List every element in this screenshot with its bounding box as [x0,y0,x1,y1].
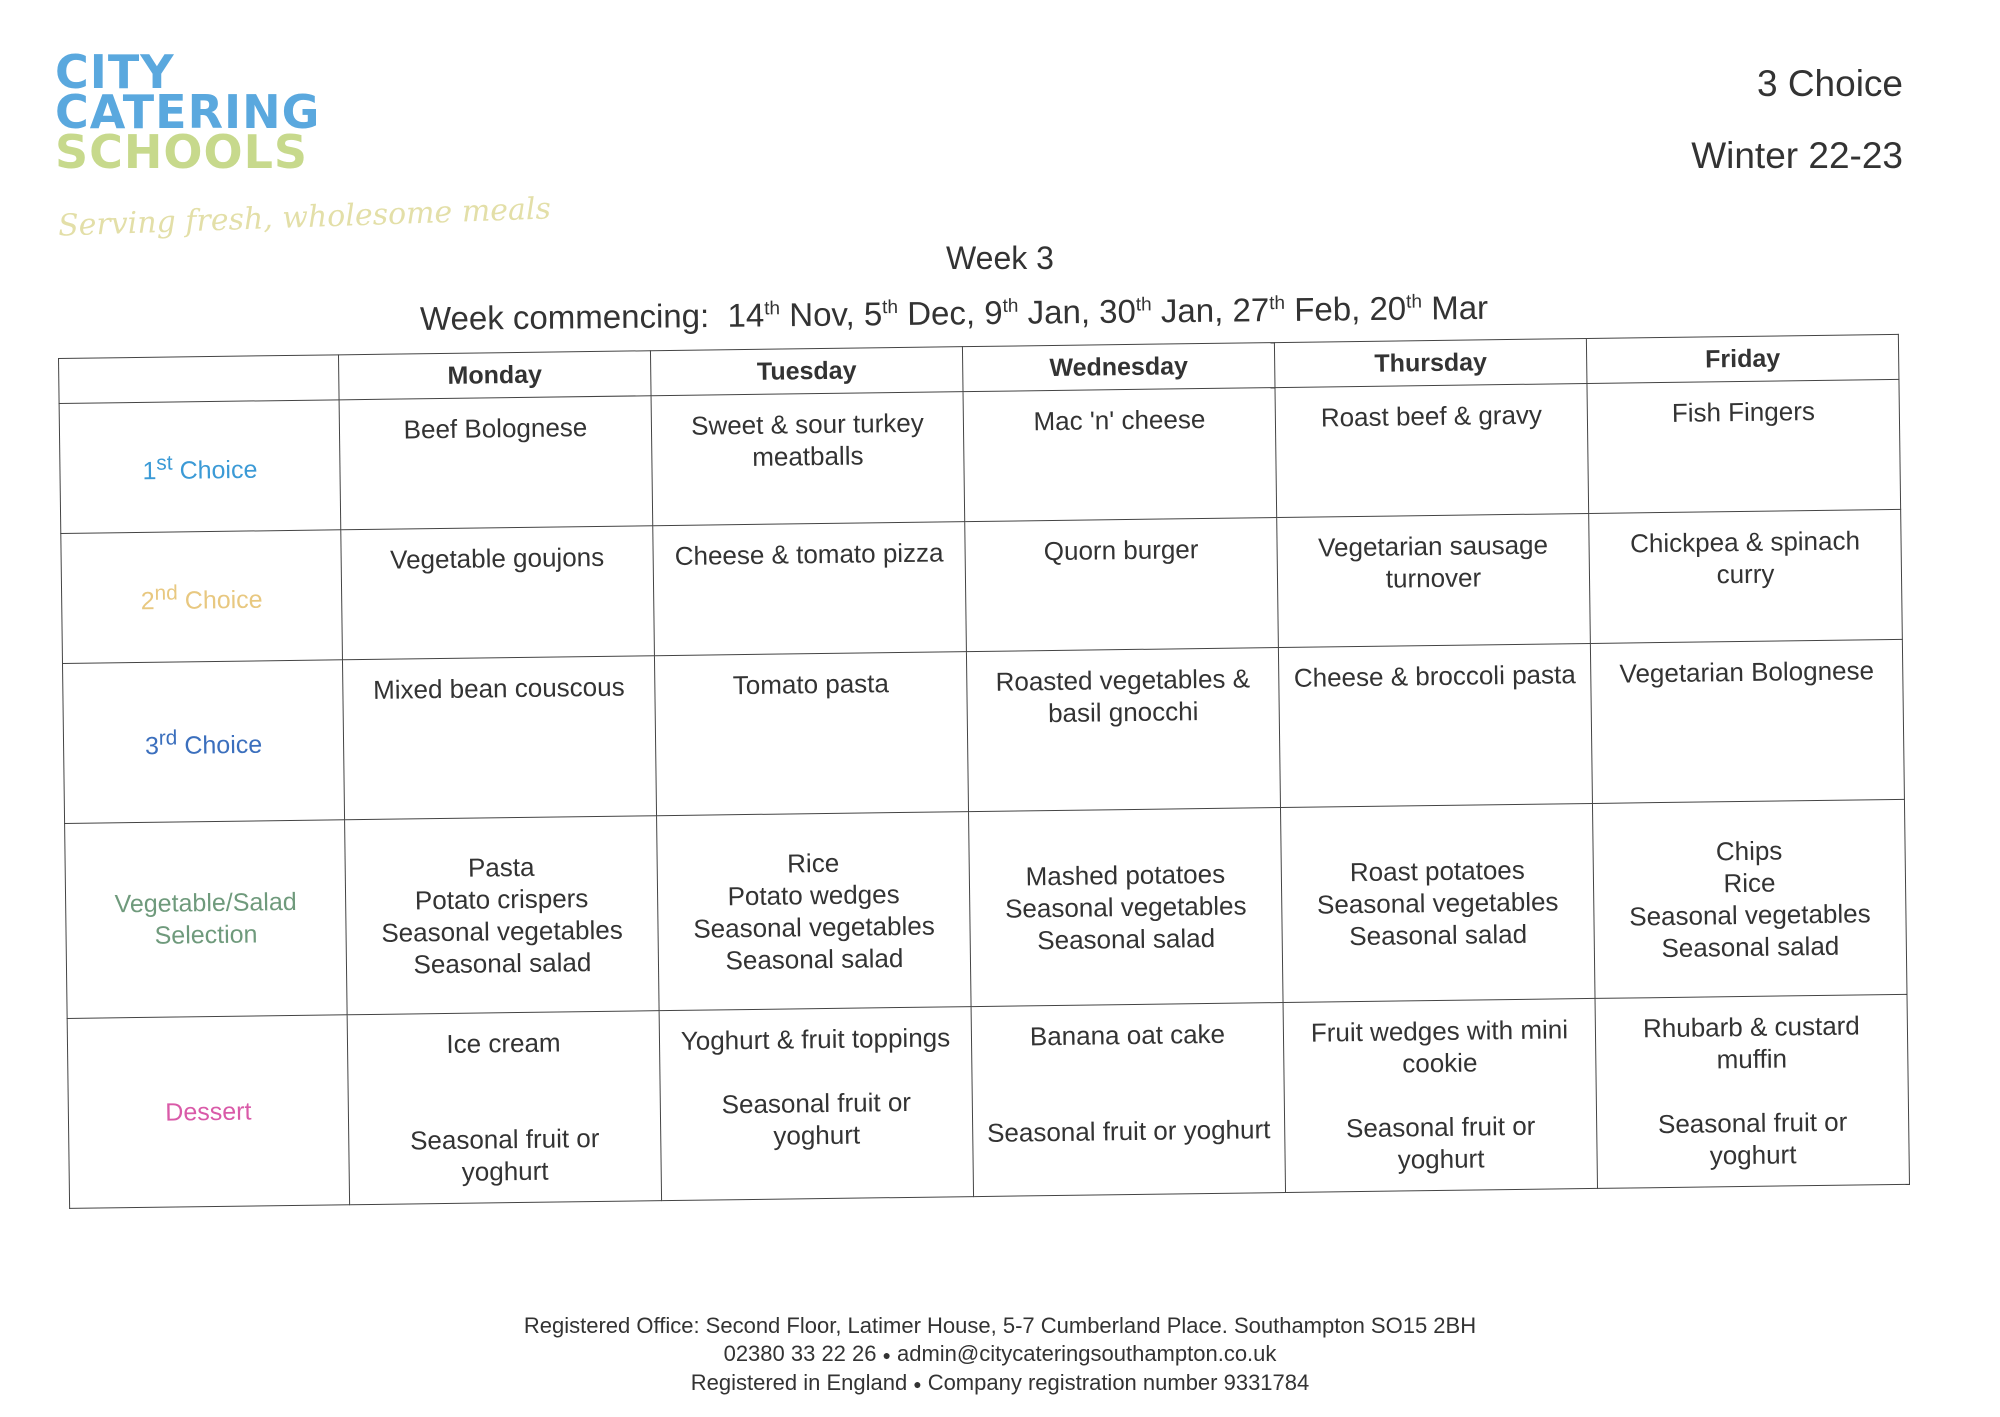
bullet-icon: ● [882,1347,891,1364]
registered-office: Registered Office: Second Floor, Latimer House, 5-7 Cumberland Place. Southampton SO15 2BH [523,1313,1477,1338]
footer [0,1312,2000,1398]
row-label-third-choice: 3rd Choice [62,660,344,824]
company-number: Company registration number 9331784 [927,1370,1310,1396]
menu-cell: Rhubarb & custard muffin Seasonal fruit or yoghurt [1595,994,1909,1188]
row-label-vegetable-salad: Vegetable/Salad Selection [65,820,348,1019]
logo-line-city: CITY [55,45,175,99]
table-row-dessert [67,994,1909,1208]
row-label-second-choice: 2nd Choice [61,530,343,664]
menu-cell: Chips Rice Seasonal vegetables Seasonal salad [1592,799,1907,998]
commencing-date: 5th Dec [863,294,967,333]
menu-cell: Roasted vegetables & basil gnocchi [966,648,1280,812]
day-header-friday: Friday [1586,334,1899,383]
menu-cell: Mixed bean couscous [342,656,656,820]
menu-cell: Sweet & sour turkey meatballs [651,392,965,526]
menu-table [58,334,1910,1209]
commencing-label: Week commencing: [419,296,710,337]
menu-cell: Tomato pasta [654,652,968,816]
corner-cell [59,355,340,404]
commencing-date: 30th Jan [1098,291,1215,330]
menu-cell: Mac 'n' cheese [963,388,1277,522]
row-label-dessert: Dessert [67,1015,349,1209]
logo-line-schools: SCHOOLS [55,125,309,179]
bullet-icon: ● [913,1376,922,1393]
menu-cell: Cheese & broccoli pasta [1278,643,1592,807]
week-title: Week 3 [946,240,1054,276]
commencing-date: 9th Jan [984,293,1082,332]
contact-line [0,1340,2000,1369]
season-label: Winter 22-23 [1691,135,1903,176]
week-commencing: Week commencing: 14th Nov, 5th Dec, 9th Jan, 30th Jan, 27th Feb, 20th Mar [419,288,1489,337]
row-label-first-choice: 1st Choice [59,400,341,534]
choice-count: 3 Choice [1756,63,1903,104]
commencing-date: 20th Mar [1369,288,1489,328]
menu-cell: Quorn burger [965,518,1279,652]
menu-cell: Roast beef & gravy [1275,383,1589,517]
menu-cell: Banana oat cake Seasonal fruit or yoghurt [971,1003,1285,1197]
day-header-tuesday: Tuesday [650,347,963,396]
menu-cell: Fruit wedges with mini cookie Seasonal fruit or yoghurt [1283,998,1597,1192]
day-header-wednesday: Wednesday [962,343,1275,392]
day-header-thursday: Thursday [1274,338,1587,387]
menu-cell: Ice cream Seasonal fruit or yoghurt [347,1011,661,1205]
email-address: admin@citycateringsouthampton.co.uk [896,1341,1277,1366]
logo-tagline: Serving fresh, wholesome meals [57,191,552,244]
menu-cell: Beef Bolognese [339,396,653,530]
day-header-monday: Monday [338,351,651,400]
table-row-first-choice [59,379,1901,533]
menu-info [1691,48,1903,192]
menu-cell: Mashed potatoes Seasonal vegetables Seasonal salad [969,808,1284,1007]
menu-cell: Pasta Potato crispers Seasonal vegetables Seasonal salad [345,816,660,1015]
table-row-vegetable-salad [65,799,1907,1018]
menu-cell: Chickpea & spinach curry [1589,509,1903,643]
menu-cell: Vegetable goujons [341,526,655,660]
phone-number: 02380 33 22 26 [723,1341,877,1366]
registration-line [0,1369,2000,1398]
table-row-third-choice [62,639,1904,823]
commencing-date: 27th Feb [1232,290,1352,329]
menu-cell: Vegetarian sausage turnover [1277,513,1591,647]
menu-cell: Cheese & tomato pizza [653,522,967,656]
registered-in: Registered in England [690,1370,908,1396]
menu-table-wrap [58,334,1910,1209]
menu-cell: Vegetarian Bolognese [1590,639,1904,803]
menu-cell: Yoghurt & fruit toppings Seasonal fruit or yoghurt [659,1007,973,1201]
logo-line-catering: CATERING [55,85,321,139]
menu-cell: Roast potatoes Seasonal vegetables Seasonal salad [1280,803,1595,1002]
menu-cell: Rice Potato wedges Seasonal vegetables Seasonal salad [657,812,972,1011]
city-catering-logo [55,45,321,179]
commencing-date: 14th Nov [727,295,846,334]
table-row-second-choice [61,509,1903,663]
menu-cell: Fish Fingers [1587,379,1901,513]
